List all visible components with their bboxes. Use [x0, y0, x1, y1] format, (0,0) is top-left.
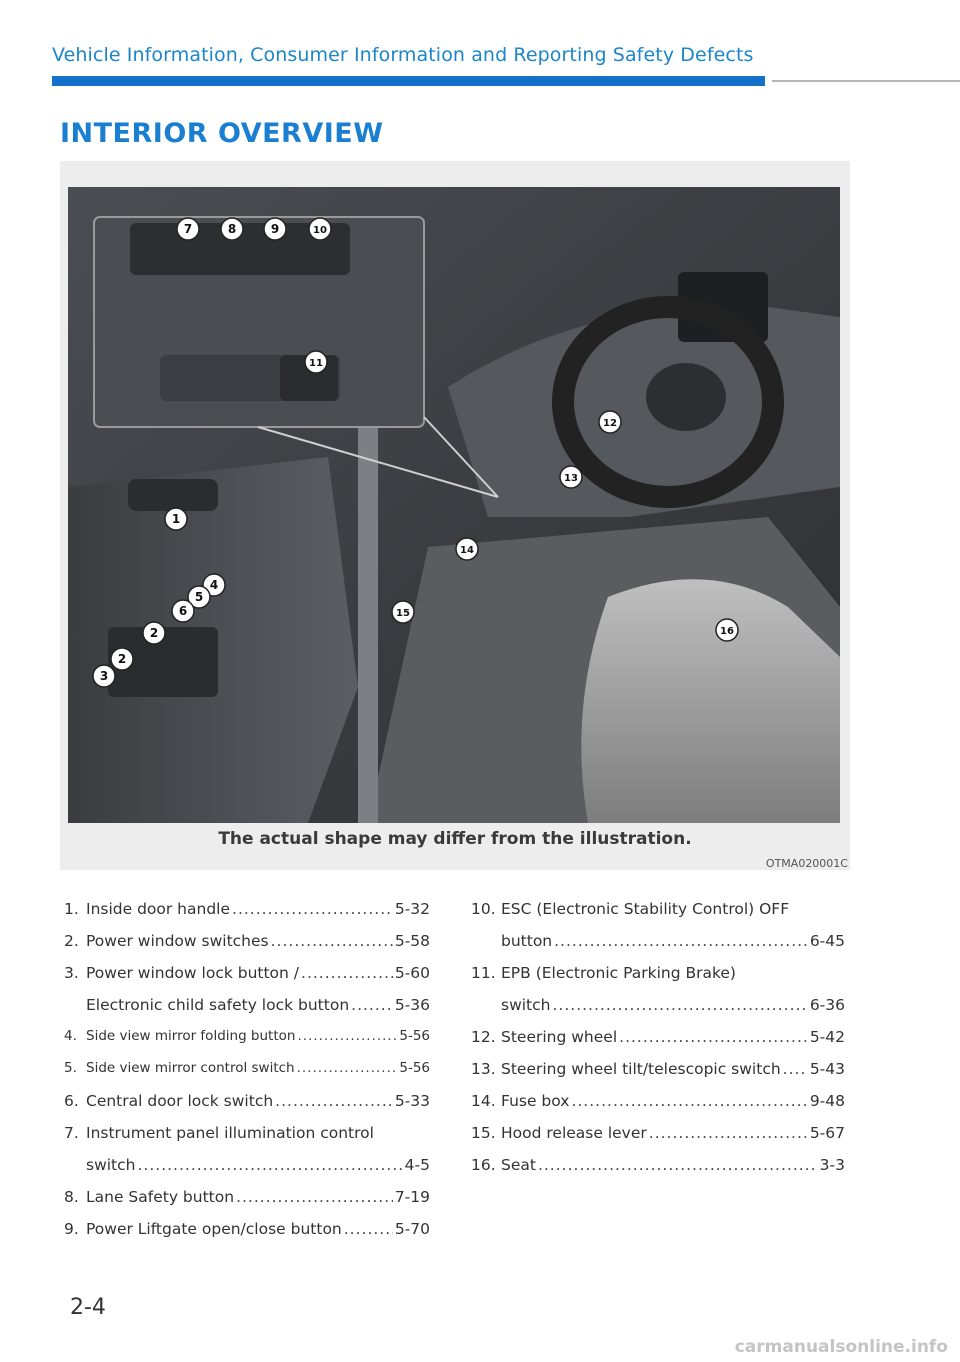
page-number: 2-4	[70, 1295, 106, 1320]
callout-14	[456, 538, 478, 560]
interior-illustration	[68, 187, 840, 823]
svg-text:10: 10	[313, 225, 327, 236]
svg-text:2: 2	[117, 652, 127, 666]
callout-3	[93, 665, 115, 687]
list-item: 4. Side view mirror folding button ..... 5-56	[64, 1028, 430, 1060]
callout-2	[143, 622, 165, 644]
page-title: INTERIOR OVERVIEW	[60, 118, 384, 149]
svg-text:6: 6	[178, 604, 188, 618]
callout-15	[392, 601, 414, 623]
list-item: 6. Central door lock switch ..... 5-33	[64, 1092, 430, 1124]
header-rule	[772, 80, 960, 82]
svg-text:12: 12	[603, 418, 617, 429]
callout-9	[264, 218, 286, 240]
svg-text:2: 2	[149, 626, 159, 640]
callout-13	[560, 466, 582, 488]
svg-text:16: 16	[720, 626, 734, 637]
svg-text:7: 7	[183, 222, 193, 236]
figure-code: OTMA020001C	[765, 857, 848, 870]
list-item: 10. ESC (Electronic Stability Control) OFF	[471, 900, 790, 918]
svg-text:4: 4	[209, 578, 219, 592]
callout-1	[165, 508, 187, 530]
callout-16	[716, 619, 738, 641]
list-item: 14. Fuse box ..... 9-48	[471, 1092, 845, 1124]
list-item: 5. Side view mirror control switch ..... 5-56	[64, 1060, 430, 1092]
figure-caption: The actual shape may differ from the illustration.	[218, 829, 692, 849]
callout-2	[111, 648, 133, 670]
svg-text:5: 5	[194, 590, 204, 604]
callout-10	[309, 218, 331, 240]
list-item: 7. Instrument panel illumination control	[64, 1124, 374, 1142]
callout-8	[221, 218, 243, 240]
svg-text:15: 15	[396, 608, 410, 619]
svg-text:9: 9	[270, 222, 280, 236]
svg-text:14: 14	[460, 545, 474, 556]
watermark: carmanualsonline.info	[734, 1337, 948, 1357]
svg-text:13: 13	[564, 473, 578, 484]
svg-text:8: 8	[227, 222, 237, 236]
callout-7	[177, 218, 199, 240]
list-item: 15. Hood release lever ..... 5-67	[471, 1124, 845, 1156]
svg-text:3: 3	[99, 669, 109, 683]
svg-text:11: 11	[309, 358, 323, 369]
list-item: 12. Steering wheel ..... 5-42	[471, 1028, 845, 1060]
list-item-continued: Electronic child safety lock button ..... 5-36	[64, 996, 430, 1028]
list-item: 16. Seat ..... 3-3	[471, 1156, 845, 1188]
parts-list-right	[471, 900, 845, 1188]
callout-12	[599, 411, 621, 433]
list-item: 11. EPB (Electronic Parking Brake)	[471, 964, 736, 982]
list-item: 2. Power window switches ..... 5-58	[64, 932, 430, 964]
parts-list-left	[64, 900, 430, 1252]
callout-6	[172, 600, 194, 622]
list-item: 3. Power window lock button / ..... 5-60	[64, 964, 430, 996]
list-item: 1. Inside door handle ..... 5-32	[64, 900, 430, 932]
section-header: Vehicle Information, Consumer Information and Reporting Safety Defects	[52, 44, 754, 66]
list-item-continued: switch ..... 6-36	[471, 996, 845, 1028]
callout-11	[305, 351, 327, 373]
list-item: 8. Lane Safety button ..... 7-19	[64, 1188, 430, 1220]
svg-text:1: 1	[171, 512, 181, 526]
header-bar	[52, 76, 765, 86]
list-item: 9. Power Liftgate open/close button ..... 5-70	[64, 1220, 430, 1252]
list-item-continued: button ..... 6-45	[471, 932, 845, 964]
list-item-continued: switch ..... 4-5	[64, 1156, 430, 1188]
list-item: 13. Steering wheel tilt/telescopic switch ..... 5-43	[471, 1060, 845, 1092]
